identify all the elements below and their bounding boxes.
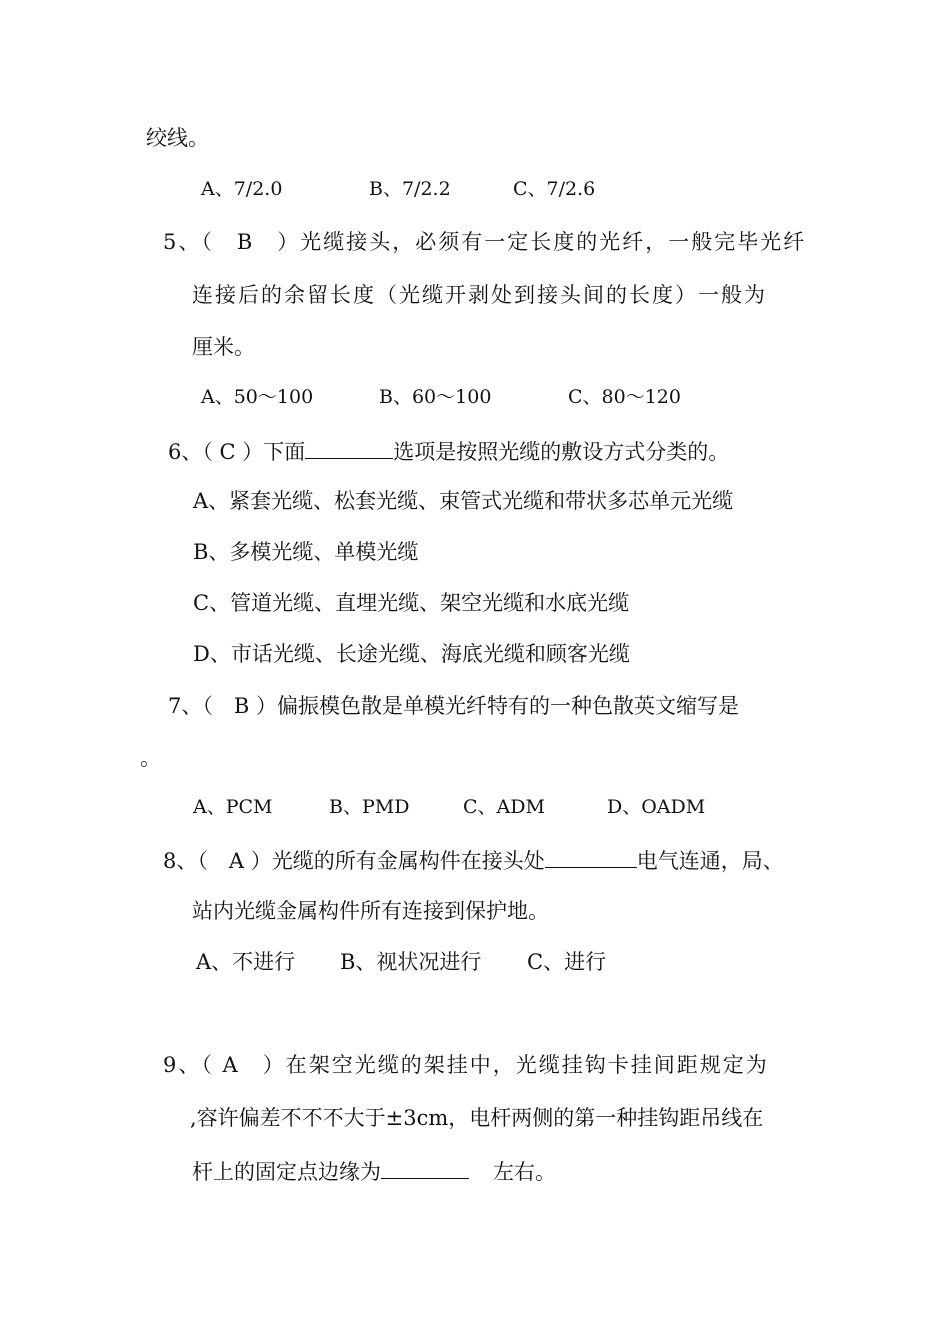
q8-option-a: A、不进行 bbox=[196, 950, 296, 974]
q5-line-1: 5、（ B ）光缆接头，必须有一定长度的光纤，一般完毕光纤 bbox=[163, 230, 807, 254]
q5-option-b: B、60～100 bbox=[379, 386, 492, 408]
q6-option-c: C、管道光缆、直埋光缆、架空光缆和水底光缆 bbox=[193, 591, 630, 615]
q5-line-3: 厘米。 bbox=[192, 335, 255, 359]
q5-option-c: C、80～120 bbox=[568, 386, 681, 408]
q6-option-a: A、紧套光缆、松套光缆、束管式光缆和带状多芯单元光缆 bbox=[193, 489, 734, 513]
q9-line-3 bbox=[192, 1160, 556, 1183]
q8-blank bbox=[545, 849, 637, 868]
q7-option-c: C、ADM bbox=[463, 796, 545, 818]
q7-option-d: D、OADM bbox=[607, 796, 706, 818]
q8-line-2: 站内光缆金属构件所有连接到保护地。 bbox=[192, 899, 549, 923]
intro-line: 绞线。 bbox=[146, 126, 209, 150]
q4-option-c: C、7/2.6 bbox=[513, 178, 596, 200]
q6-blank bbox=[305, 440, 393, 459]
q6-line-1 bbox=[168, 440, 729, 463]
q7-option-a: A、PCM bbox=[193, 796, 273, 818]
q9-suffix: 左右。 bbox=[493, 1160, 556, 1184]
q5-option-a: A、50～100 bbox=[201, 386, 314, 408]
q7-option-b: B、PMD bbox=[329, 796, 410, 818]
q7-line-2: 。 bbox=[140, 746, 161, 770]
q6-suffix: 选项是按照光缆的敷设方式分类的。 bbox=[393, 440, 730, 464]
q8-options bbox=[196, 950, 607, 974]
q9-blank bbox=[381, 1160, 469, 1179]
q9-line-2: ,容许偏差不不不大于±3cm，电杆两侧的第一种挂钩距吊线在 bbox=[190, 1106, 764, 1130]
q6-option-b: B、多模光缆、单模光缆 bbox=[193, 540, 419, 564]
q8-prefix: 8、（ A ）光缆的所有金属构件在接头处 bbox=[163, 849, 545, 873]
q7-line-1: 7、（ B ）偏振模色散是单模光纤特有的一种色散英文缩写是 bbox=[168, 694, 739, 718]
q6-prefix: 6、（ C ）下面 bbox=[168, 440, 306, 464]
q9-line-1: 9、（ A ）在架空光缆的架挂中，光缆挂钩卡挂间距规定为 bbox=[163, 1053, 769, 1077]
q6-option-d: D、市话光缆、长途光缆、海底光缆和顾客光缆 bbox=[193, 642, 630, 666]
q7-options bbox=[193, 796, 706, 818]
q5-options bbox=[201, 386, 681, 408]
q4-option-a: A、7/2.0 bbox=[201, 178, 283, 200]
q5-line-2: 连接后的余留长度（光缆开剥处到接头间的长度）一般为 bbox=[192, 283, 767, 307]
q4-options bbox=[201, 178, 596, 200]
q8-option-c: C、进行 bbox=[527, 950, 607, 974]
q8-suffix: 电气连通，局、 bbox=[636, 849, 784, 873]
q9-prefix: 杆上的固定点边缘为 bbox=[192, 1160, 381, 1184]
q8-option-b: B、视状况进行 bbox=[340, 950, 482, 974]
q4-option-b: B、7/2.2 bbox=[369, 178, 451, 200]
q8-line-1 bbox=[163, 849, 784, 872]
